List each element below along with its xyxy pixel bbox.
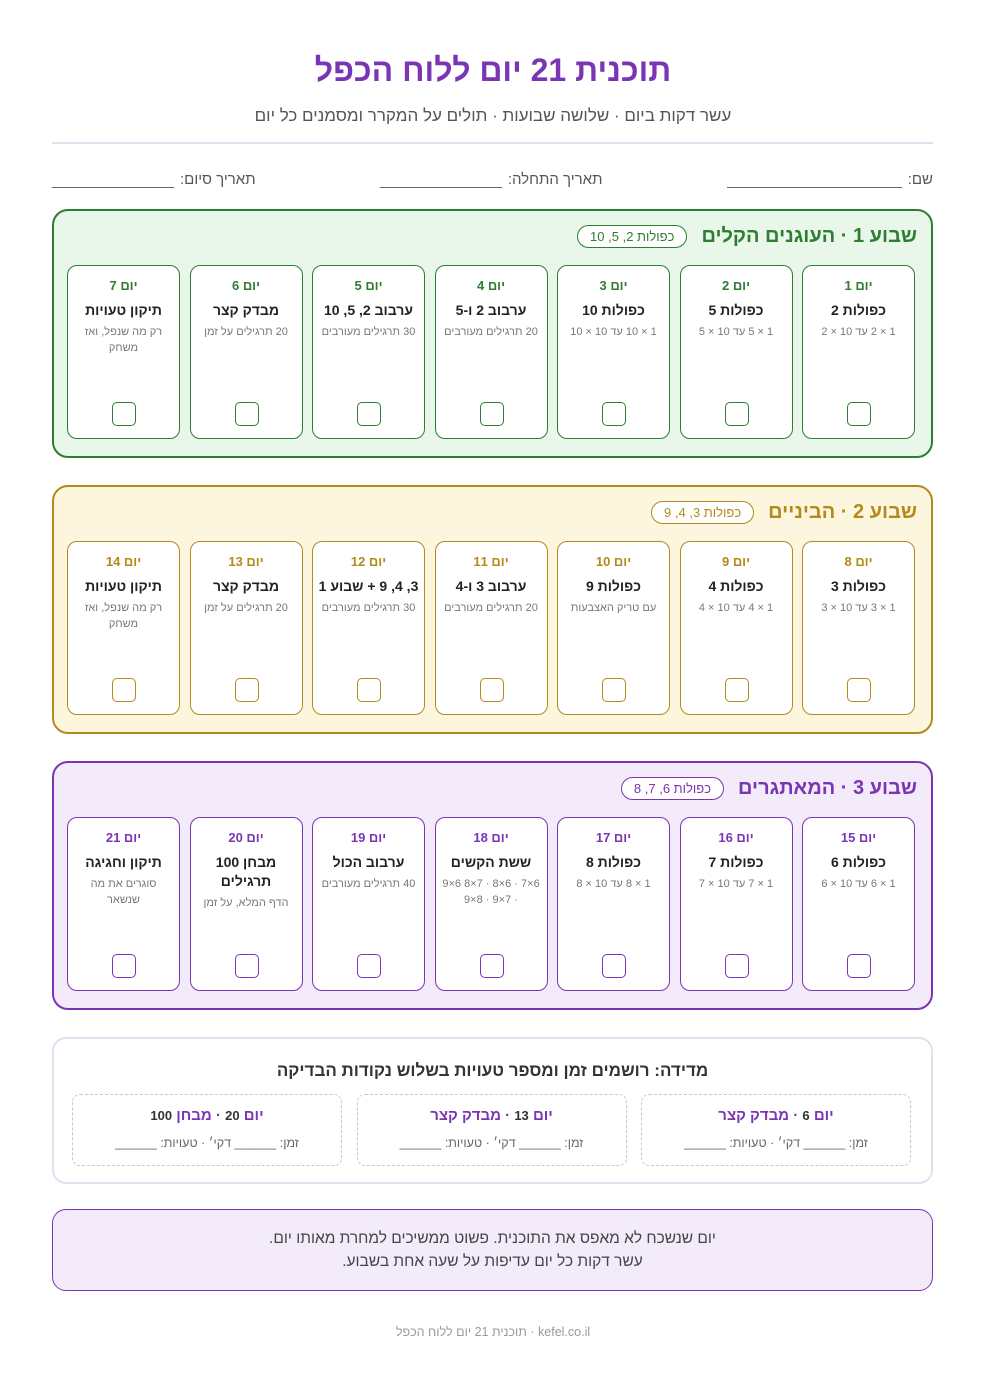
- day-label: יום 13: [228, 554, 264, 569]
- day-desc: 20 תרגילים על זמן: [204, 326, 288, 338]
- info-fields: [52, 164, 933, 188]
- day-checkbox[interactable]: [602, 678, 626, 702]
- day-desc: 1 × 5 עד 10 × 5: [698, 326, 774, 338]
- day-checkbox[interactable]: [847, 402, 871, 426]
- day-checkbox[interactable]: [725, 954, 749, 978]
- day-label: יום 20: [228, 830, 264, 845]
- week-3-panel: [52, 761, 933, 1010]
- page-subtitle: עשר דקות ביום · שלושה שבועות · תולים על המקרר ומסמנים כל יום: [254, 106, 732, 125]
- day-title: מבחן 100 תרגילים: [215, 854, 277, 889]
- note-line-1: יום שנשכח לא מאפס את התוכנית. פשוט ממשיכים למחרת מאותו יום.: [269, 1230, 716, 1247]
- day-desc: 1 × 2 עד 10 × 2: [821, 326, 896, 338]
- checkpoint-day-number: 13: [514, 1108, 529, 1123]
- day-desc: 1 × 6 עד 10 × 6: [821, 878, 896, 890]
- checkpoint-day-number: 6: [802, 1108, 810, 1123]
- day-card: [67, 541, 180, 715]
- day-card: [67, 817, 180, 991]
- week-3-pill: כפולות 6, 7, 8: [621, 777, 724, 800]
- day-checkbox[interactable]: [357, 678, 381, 702]
- day-label: יום 21: [105, 830, 142, 845]
- checkpoint-day-number: 20: [225, 1108, 240, 1123]
- encouragement-note: [52, 1209, 933, 1291]
- day-desc: 30 תרגילים מעורבים: [321, 326, 416, 338]
- day-card: [557, 541, 670, 715]
- day-checkbox[interactable]: [847, 954, 871, 978]
- day-label: יום 7: [109, 278, 138, 293]
- day-title: מבדק קצר: [212, 578, 280, 594]
- day-label: יום 19: [350, 830, 387, 845]
- week-1-title: שבוע 1 · העוגנים הקלים: [701, 225, 917, 247]
- day-card: [312, 265, 425, 439]
- day-title: כפולות 10: [582, 302, 645, 318]
- day-card: [680, 265, 793, 439]
- week-2-pill: כפולות 3, 4, 9: [651, 501, 754, 524]
- day-title: כפולות 9: [585, 578, 642, 594]
- day-desc: 20 תרגילים מעורבים: [444, 602, 538, 614]
- day-card: [67, 265, 180, 439]
- end-date-line[interactable]: [52, 170, 174, 188]
- checkpoint-list: [72, 1094, 911, 1166]
- day-title: כפולות 6: [830, 854, 887, 870]
- day-checkbox[interactable]: [847, 678, 871, 702]
- week-1-header: [577, 225, 917, 248]
- week-2-days: [67, 541, 915, 715]
- day-checkbox[interactable]: [235, 678, 259, 702]
- header-divider: [52, 142, 933, 144]
- day-title: ששת הקשים: [450, 854, 532, 870]
- day-card: [802, 265, 915, 439]
- day-desc: 1 × 4 עד 10 × 4: [698, 602, 774, 614]
- day-checkbox[interactable]: [602, 954, 626, 978]
- checkpoint-name: · מבדק קצר: [718, 1107, 799, 1124]
- day-title: כפולות 3: [830, 578, 887, 594]
- name-field[interactable]: [727, 164, 933, 188]
- day-checkbox[interactable]: [480, 954, 504, 978]
- day-desc: 1 × 8 עד 10 × 8: [576, 878, 651, 890]
- start-date-label: תאריך התחלה:: [507, 171, 603, 188]
- day-card: [680, 541, 793, 715]
- checkpoint-name: · מבחן: [176, 1107, 221, 1124]
- day-checkbox[interactable]: [235, 402, 259, 426]
- checkpoint-title: [358, 1107, 626, 1124]
- week-2-panel: [52, 485, 933, 734]
- checkpoint-title: [642, 1107, 910, 1124]
- start-date-field[interactable]: [380, 164, 603, 188]
- day-title: תיקון וחגיגה: [85, 854, 162, 870]
- day-title: תיקון טעויות: [85, 302, 162, 318]
- day-checkbox[interactable]: [112, 678, 136, 702]
- day-card: [190, 265, 303, 439]
- day-desc: 6×7 · 6×8 · 7×8 6×9 · 7×9 · 8×9: [442, 878, 540, 906]
- day-card: [190, 817, 303, 991]
- day-label: יום 1: [844, 278, 873, 293]
- week-2-title: שבוע 2 · הביניים: [768, 501, 917, 523]
- day-label: יום 14: [105, 554, 142, 569]
- day-checkbox[interactable]: [725, 678, 749, 702]
- week-2-header: [651, 501, 917, 524]
- day-desc: רק מה שנפל, ואז משחק: [84, 602, 163, 630]
- day-title: כפולות 7: [708, 854, 764, 870]
- day-card: [435, 817, 548, 991]
- day-card: [802, 817, 915, 991]
- day-desc: עם טריק האצבעות: [570, 602, 657, 614]
- day-title: כפולות 4: [708, 578, 764, 594]
- day-desc: 1 × 7 עד 10 × 7: [698, 878, 774, 890]
- week-3-days: [67, 817, 915, 991]
- day-desc: רק מה שנפל, ואז משחק: [84, 326, 163, 354]
- day-card: [435, 541, 548, 715]
- day-label: יום 6: [231, 278, 261, 293]
- note-line-2: עשר דקות כל יום עדיפות על שעה אחת בשבוע.: [342, 1253, 643, 1270]
- day-label: יום 15: [840, 830, 877, 845]
- page-title: תוכנית 21 יום ללוח הכפל: [314, 52, 672, 88]
- day-checkbox[interactable]: [725, 402, 749, 426]
- day-checkbox[interactable]: [112, 954, 136, 978]
- checkpoint-entry-line[interactable]: זמן: ______ דקי׳ · טעויות: ______: [115, 1136, 299, 1150]
- day-card: [680, 817, 793, 991]
- day-checkbox[interactable]: [480, 402, 504, 426]
- day-checkbox[interactable]: [357, 954, 381, 978]
- day-checkbox[interactable]: [112, 402, 136, 426]
- day-label: יום 4: [476, 278, 506, 293]
- day-label: יום 12: [350, 554, 387, 569]
- day-desc: 1 × 3 עד 10 × 3: [821, 602, 896, 614]
- week-1-days: [67, 265, 915, 439]
- end-date-label: תאריך סיום:: [180, 171, 256, 188]
- day-title: מבדק קצר: [212, 302, 280, 318]
- week-3-header: [621, 777, 917, 800]
- end-date-field[interactable]: [52, 164, 256, 188]
- day-card: [802, 541, 915, 715]
- day-checkbox[interactable]: [235, 954, 259, 978]
- checkpoint-box: [641, 1094, 911, 1166]
- day-desc: סוגרים את מה שנשאר: [90, 878, 157, 906]
- week-1-pill: כפולות 2, 5, 10: [577, 225, 687, 248]
- checkpoint-day-word: יום: [532, 1107, 553, 1124]
- checkpoint-name: · מבדק קצר: [430, 1107, 511, 1124]
- day-desc: 1 × 10 עד 10 × 10: [570, 326, 657, 338]
- checkpoint-box: [357, 1094, 627, 1166]
- day-desc: 20 תרגילים מעורבים: [444, 326, 538, 338]
- start-date-line[interactable]: [380, 170, 502, 188]
- day-label: יום 2: [721, 278, 751, 293]
- day-title: ערבוב 2, 5, 10: [323, 302, 414, 318]
- day-title: כפולות 8: [585, 854, 642, 870]
- day-label: יום 16: [718, 830, 754, 845]
- day-card: [557, 817, 670, 991]
- day-title: ערבוב הכול: [332, 854, 405, 870]
- checkpoint-entry-line[interactable]: זמן: ______ דקי׳ · טעויות: ______: [684, 1136, 868, 1150]
- day-card: [312, 817, 425, 991]
- day-checkbox[interactable]: [357, 402, 381, 426]
- day-label: יום 10: [595, 554, 632, 569]
- day-label: יום 17: [595, 830, 632, 845]
- page-footer: kefel.co.il · תוכנית 21 יום ללוח הכפל: [395, 1325, 591, 1339]
- day-title: כפולות 2: [830, 302, 887, 318]
- day-desc: 30 תרגילים מעורבים: [321, 602, 416, 614]
- checkpoint-entry-line[interactable]: זמן: ______ דקי׳ · טעויות: ______: [399, 1136, 584, 1150]
- day-label: יום 3: [599, 278, 628, 293]
- checkpoint-box: [72, 1094, 342, 1166]
- day-card: [435, 265, 548, 439]
- day-label: יום 9: [721, 554, 751, 569]
- day-card: [557, 265, 670, 439]
- day-checkbox[interactable]: [480, 678, 504, 702]
- day-title: 3, 4, 9 + שבוע 1: [318, 578, 419, 594]
- day-label: יום 5: [354, 278, 383, 293]
- measurement-title: מדידה: רושמים זמן ומספר טעויות בשלוש נקודות הבדיקה: [276, 1061, 709, 1080]
- week-3-title: שבוע 3 · המאתגרים: [738, 777, 917, 799]
- day-checkbox[interactable]: [602, 402, 626, 426]
- day-desc: 40 תרגילים מעורבים: [321, 878, 416, 890]
- day-label: יום 11: [473, 554, 509, 569]
- checkpoint-day-word: יום: [813, 1107, 834, 1124]
- day-title: ערבוב 2 ו-5: [455, 302, 527, 318]
- day-card: [190, 541, 303, 715]
- day-card: [312, 541, 425, 715]
- day-desc: 20 תרגילים על זמן: [204, 602, 288, 614]
- checkpoint-day-word: יום: [243, 1107, 264, 1124]
- week-1-panel: [52, 209, 933, 458]
- day-title: תיקון טעויות: [85, 578, 162, 594]
- checkpoint-title: [73, 1107, 341, 1124]
- day-title: ערבוב 3 ו-4: [455, 578, 527, 594]
- name-label: שם:: [907, 171, 933, 188]
- checkpoint-name-number: 100: [150, 1108, 173, 1123]
- day-title: כפולות 5: [708, 302, 764, 318]
- measurement-panel: [52, 1037, 933, 1184]
- day-label: יום 18: [473, 830, 509, 845]
- day-desc: הדף המלא, על זמן: [203, 897, 289, 909]
- name-line[interactable]: [727, 170, 902, 188]
- day-label: יום 8: [844, 554, 873, 569]
